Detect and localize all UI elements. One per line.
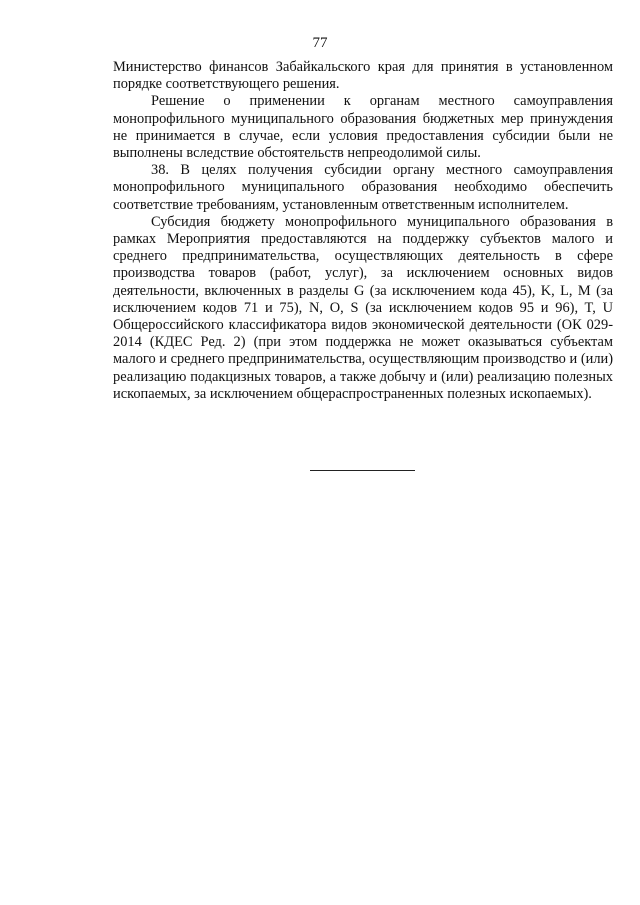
page-number: 77 <box>312 35 328 51</box>
paragraph-continuation: Министерство финансов Забайкальского края для принятия в установленном порядке соответствующего решения. <box>113 59 613 93</box>
document-body <box>113 59 613 403</box>
end-separator-line <box>310 470 415 471</box>
paragraph-item-38: 38. В целях получения субсидии органу местного самоуправления монопрофильного муниципального образования необходимо обеспечить соответствие требованиям, установленным ответственным исполнителем. <box>113 162 613 213</box>
paragraph-subsidy-scope: Субсидия бюджету монопрофильного муниципального образования в рамках Мероприятия предоставляются на поддержку субъектов малого и среднего предпринимательства, осуществляющих деятельность в сфере производства товаров (работ, услуг), за исключением основных видов деятельности, включенных в разделы G (за исключением кода 45), K, L, M (за исключением кодов 71 и 75), N, O, S (за исключением кодов 95 и 96), T, U Общероссийского классификатора видов экономической деятельности (ОК 029-2014 (КДЕС Ред. 2) (при этом поддержка не может оказываться субъектам малого и среднего предпринимательства, осуществляющим производство и (или) реализацию подакцизных товаров, а также добычу и (или) реализацию полезных ископаемых, за исключением общераспространенных полезных ископаемых). <box>113 213 613 402</box>
paragraph-enforcement-measures: Решение о применении к органам местного самоуправления монопрофильного муниципального образования бюджетных мер принуждения не принимается в случае, если условия предоставления субсидии были не выполнены вследствие обстоятельств непреодолимой силы. <box>113 93 613 162</box>
